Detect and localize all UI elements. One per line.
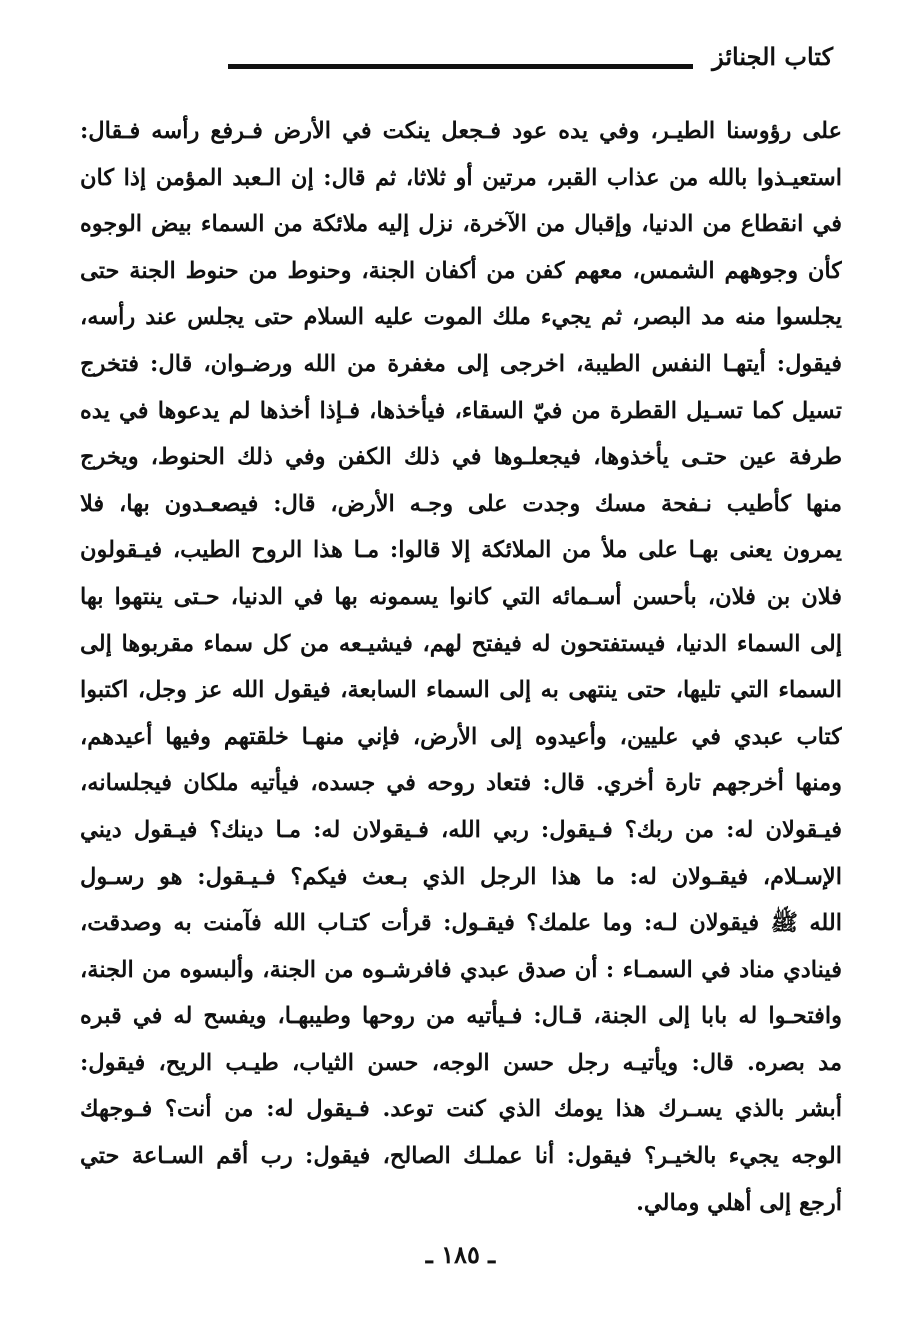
text-line: السماء التي تليها، حتى ينتهى به إلى السماء السابعة، فيقول الله عز وجل، اكتبوا <box>80 677 842 704</box>
chapter-title: كتاب الجنائز <box>712 42 833 71</box>
text-line: فينادي مناد في السمـاء : أن صدق عبدي فافرشـوه من الجنة، وألبسوه من الجنة، <box>80 956 842 983</box>
text-line: الوجه يجيء بالخيـر؟ فيقول: أنا عملـك الصالح، فيقول: رب أقم السـاعة حتي <box>80 1143 842 1170</box>
text-line: فيـقولان له: من ربك؟ فـيقول: ربي الله، فـيقولان له: مـا دينك؟ فيـقول ديني <box>80 816 842 843</box>
page-number: ـ ١٨٥ ـ <box>425 1240 496 1269</box>
body-text <box>80 108 842 1226</box>
text-line: ومنها أخرجهم تارة أخري. قال: فتعاد روحه في جسده، فيأتيه ملكان فيجلسانه، <box>80 770 842 797</box>
text-line: وافتحـوا له بابا إلى الجنة، قـال: فـيأتيه من روحها وطيبهـا، ويفسح له في قبره <box>80 1003 842 1030</box>
text-line: منها كأطيب نـفحة مسك وجدت على وجـه الأرض، قال: فيصعـدون بها، فلا <box>80 490 842 517</box>
text-line: في انقطاع من الدنيا، وإقبال من الآخرة، نزل إليه ملائكة من السماء بيض الوجوه <box>80 211 842 238</box>
text-line: فلان بن فلان، بأحسن أسـمائه التي كانوا يسمونه بها في الدنيا، حـتى ينتهوا بها <box>80 583 842 610</box>
text-line: على رؤوسنا الطيـر، وفي يده عود فـجعل ينكت في الأرض فـرفع رأسه فـقال: <box>80 118 842 144</box>
text-line: أرجع إلى أهلي ومالي. <box>636 1189 842 1216</box>
text-line: استعيـذوا بالله من عذاب القبر، مرتين أو ثلاثا، ثم قال: إن الـعبد المؤمن إذا كان <box>80 164 842 191</box>
text-line: كأن وجوههم الشمس، معهم كفن من أكفان الجنة، وحنوط من حنوط الجنة حتى <box>80 257 842 284</box>
text-line: مد بصره. قال: ويأتيـه رجل حسن الوجه، حسن الثياب، طيـب الريح، فيقول: <box>80 1049 842 1076</box>
text-line: طرفة عين حتـى يأخذوها، فيجعلـوها في ذلك الكفن وفي ذلك الحنوط، ويخرج <box>80 444 842 471</box>
text-line: إلى السماء الدنيا، فيستفتحون له فيفتح لهم، فيشيـعه من كل سماء مقربوها إلى <box>80 630 842 657</box>
text-line: يمرون يعنى بهـا على ملأ من الملائكة إلا قالوا: مـا هذا الروح الطيب، فيـقولون <box>80 537 842 564</box>
header-rule <box>228 64 693 69</box>
text-line: تسيل كما تسـيل القطرة من فيّ السقاء، فيأخذها، فـإذا أخذها لم يدعوها في يده <box>80 397 842 424</box>
text-line: فيقول: أيتهـا النفس الطيبة، اخرجى إلى مغفرة من الله ورضـوان، قال: فتخرج <box>80 350 842 377</box>
text-line: أبشر بالذي يسـرك هذا يومك الذي كنت توعد. فـيقول له: من أنت؟ فـوجهك <box>80 1096 842 1123</box>
text-line: يجلسوا منه مد البصر، ثم يجيء ملك الموت عليه السلام حتى يجلس عند رأسه، <box>80 304 842 331</box>
text-line: الإسـلام، فيقـولان له: ما هذا الرجل الذي بـعث فيكم؟ فـيـقول: هو رسـول <box>80 863 842 890</box>
running-header <box>228 38 833 78</box>
text-line: كتاب عبدي في عليين، وأعيدوه إلى الأرض، فإني منهـا خلقتهم وفيها أعيدهم، <box>80 723 842 750</box>
text-line: الله ﷺ فيقولان لـه: وما علمك؟ فيقـول: قرأت كتـاب الله فآمنت به وصدقت، <box>80 910 842 937</box>
